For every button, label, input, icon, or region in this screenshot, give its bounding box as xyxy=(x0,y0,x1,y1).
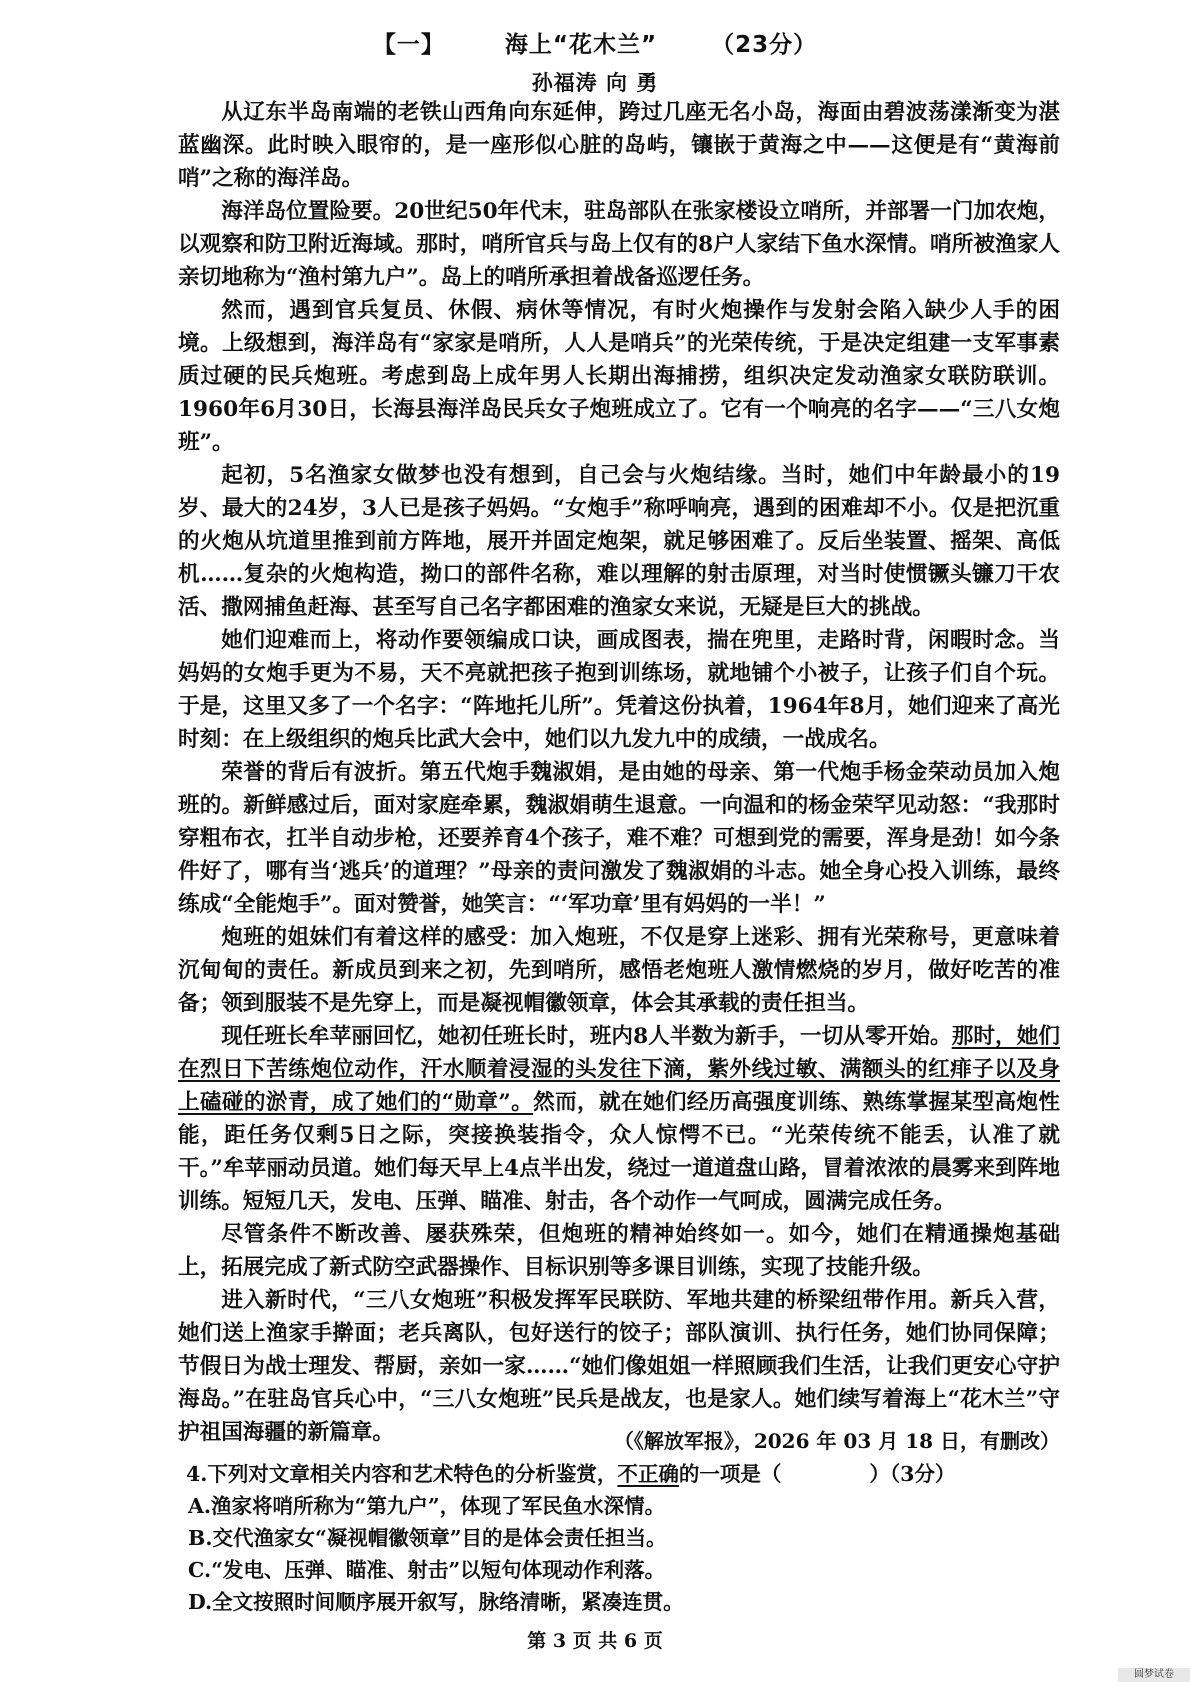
option-a: A.渔家将哨所称为“第九户”，体现了军民鱼水深情。 xyxy=(188,1494,666,1518)
underlined-sentence: 那时，她们在烈日下苦练炮位动作，汗水顺着浸湿的头发往下滴，紫外线过敏、满额头的红痱子以及身上磕碰的淤青，成了她们的“勋章”。 xyxy=(178,1024,1060,1115)
authors: 孙福涛 向 勇 xyxy=(531,70,659,95)
paragraph-2: 海洋岛位置险要。20世纪50年代末，驻岛部队在张家楼设立哨所，并部署一门加农炮，以观察和防卫附近海域。那时，哨所官兵与岛上仅有的8户人家结下鱼水深情。哨所被渔家人亲切地称为“渔村第九户”。岛上的哨所承担着战备巡逻任务。 xyxy=(178,199,1060,290)
option-b: B.交代渔家女“凝视帽徽领章”目的是体会责任担当。 xyxy=(188,1526,667,1550)
paragraph-4: 起初，5名渔家女做梦也没有想到，自己会与火炮结缘。当时，她们中年龄最小的19岁、最大的24岁，3人已是孩子妈妈。“女炮手”称呼响亮，遇到的困难却不小。仅是把沉重的火炮从坑道里推到前方阵地，展开并固定炮架，就足够困难了。反后坐装置、摇架、高低机……复杂的火炮构造，拗口的部件名称，难以理解的射击原理，对当时使惯镢头镰刀干农活、撒网捕鱼赶海、甚至写自己名字都困难的渔家女来说，无疑是巨大的挑战。 xyxy=(178,463,1060,620)
paragraph-8-intro: 现任班长牟苹丽回忆，她初任班长时，班内8人半数为新手，一切从零开始。 xyxy=(221,1024,952,1049)
option-c: C.“发电、压弹、瞄准、射击”以短句体现动作利落。 xyxy=(188,1558,666,1582)
section-number: 【一】 xyxy=(372,32,445,58)
paragraph-8-rest: 然而，就在她们经历高强度训练、熟练掌握某型高炮性能，距任务仅剩5日之际，突接换装指令，众人惊愕不已。“光荣传统不能丢，认准了就干。”牟苹丽动员道。她们每天早上4点半出发，绕过一道道盘山路，冒着浓浓的晨雾来到阵地训练。短短几天，发电、压弹、瞄准、射击，各个动作一气呵成，圆满完成任务。 xyxy=(178,1090,1060,1214)
paragraph-10: 进入新时代，“三八女炮班”积极发挥军民联防、军地共建的桥梁纽带作用。新兵入营，她们送上渔家手擀面；老兵离队，包好送行的饺子；部队演训、执行任务，她们协同保障；节假日为战士理发、帮厨，亲如一家……“她们像姐姐一样照顾我们生活，让我们更安心守护海岛。”在驻岛官兵心中，“三八女炮班”民兵是战友，也是家人。她们续写着海上“花木兰”守护祖国海疆的新篇章。 xyxy=(178,1288,1060,1445)
page-number: 第 3 页 共 6 页 xyxy=(527,1630,663,1652)
section-score: （23分） xyxy=(711,32,818,58)
option-d: D.全文按照时间顺序展开叙写，脉络清晰，紧凑连贯。 xyxy=(188,1590,684,1614)
paragraph-5: 她们迎难而上，将动作要领编成口诀，画成图表，揣在兜里，走路时背，闲暇时念。当妈妈的女炮手更为不易，天不亮就把孩子抱到训练场，就地铺个小被子，让孩子们自个玩。于是，这里又多了一个名字：“阵地托儿所”。凭着这份执着，1964年8月，她们迎来了高光时刻：在上级组织的炮兵比武大会中，她们以九发九中的成绩，一战成名。 xyxy=(178,628,1060,752)
watermark-stamp: 圆梦试卷 xyxy=(1118,1668,1190,1682)
paragraph-3: 然而，遇到官兵复员、休假、病休等情况，有时火炮操作与发射会陷入缺少人手的困境。上级想到，海洋岛有“家家是哨所，人人是哨兵”的光荣传统，于是决定组建一支军事素质过硬的民兵炮班。考虑到岛上成年男人长期出海捕捞，组织决定发动渔家女联防联训。1960年6月30日，长海县海洋岛民兵女子炮班成立了。它有一个响亮的名字——“三八女炮班”。 xyxy=(178,298,1060,455)
paragraph-8 xyxy=(178,1020,1060,1218)
section-title xyxy=(0,26,1190,59)
paragraph-9: 尽管条件不断改善、屡获殊荣，但炮班的精神始终如一。如今，她们在精通操炮基础上，拓展完成了新式防空武器操作、目标识别等多课目训练，实现了技能升级。 xyxy=(178,1222,1060,1280)
question-stem: 4.下列对文章相关内容和艺术特色的分析鉴赏，不正确的一项是（ ）（3分） xyxy=(186,1462,956,1486)
paragraph-6: 荣誉的背后有波折。第五代炮手魏淑娟，是由她的母亲、第一代炮手杨金荣动员加入炮班的。新鲜感过后，面对家庭牵累，魏淑娟萌生退意。一向温和的杨金荣罕见动怒：“我那时穿粗布衣，扛半自动步枪，还要养育4个孩子，难不难？可想到党的需要，浑身是劲！如今条件好了，哪有当‘逃兵’的道理？”母亲的责问激发了魏淑娟的斗志。她全身心投入训练，最终练成“全能炮手”。面对赞誉，她笑言：“‘军功章’里有妈妈的一半！” xyxy=(178,760,1060,917)
paragraph-7: 炮班的姐妹们有着这样的感受：加入炮班，不仅是穿上迷彩、拥有光荣称号，更意味着沉甸甸的责任。新成员到来之初，先到哨所，感悟老炮班人激情燃烧的岁月，做好吃苦的准备；领到服装不是先穿上，而是凝视帽徽领章，体会其承载的责任担当。 xyxy=(178,925,1060,1016)
paragraph-1: 从辽东半岛南端的老铁山西角向东延伸，跨过几座无名小岛，海面由碧波荡漾渐变为湛蓝幽深。此时映入眼帘的，是一座形似心脏的岛屿，镶嵌于黄海之中——这便是有“黄海前哨”之称的海洋岛。 xyxy=(178,100,1060,191)
article-source: （《解放军报》，2026 年 03 月 18 日，有删改） xyxy=(613,1429,1060,1453)
article-title: 海上“花木兰” xyxy=(504,32,658,58)
question-4 xyxy=(186,1458,1056,1618)
question-emphasis: 不正确 xyxy=(617,1462,679,1486)
article-body xyxy=(178,96,1060,1449)
